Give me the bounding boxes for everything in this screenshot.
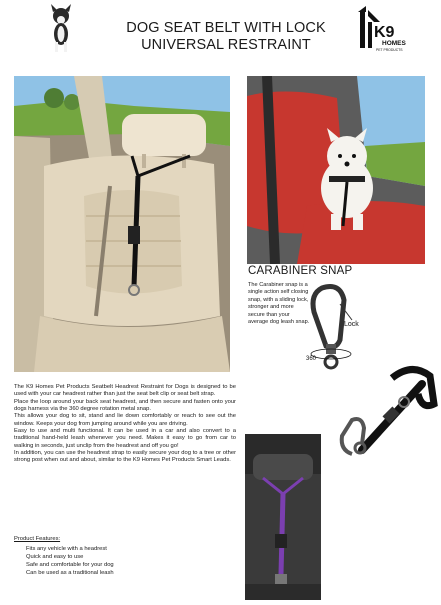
product-description <box>14 384 236 465</box>
k9-homes-logo <box>356 4 408 54</box>
carabiner-description: The Carabiner snap is a single action self closing snap, with a sliding lock, stronger and more secure than your average dog leash snap. <box>248 282 310 326</box>
title-line-2: UNIVERSAL RESTRAINT <box>141 37 311 53</box>
description-paragraph: This allows your dog to sit, stand and lie down comfortably or reach to see out the window. Keeps your dog from jumping around while you are driving. <box>14 413 236 427</box>
dog-in-car-photo <box>247 76 425 264</box>
feature-item: Can be used as a traditional leash <box>26 570 114 576</box>
features-heading: Product Features: <box>14 536 61 542</box>
description-paragraph: Easy to use and multi functional. It can be used in a car and also convert to a traditional hand-held leash whenever you need. Makes it easy to go from car to walking in seconds, just unclip from the headrest and off you go! <box>14 428 236 449</box>
rotate-label: 360 <box>306 356 317 362</box>
restraint-product-illustration <box>322 358 438 458</box>
page-title <box>110 20 342 54</box>
brand-homes: HOMES <box>382 40 406 47</box>
purple-strap-photo <box>245 434 321 600</box>
lock-label: Lock <box>344 321 359 328</box>
feature-item: Safe and comfortable for your dog <box>26 562 114 568</box>
brand-sub: PET PRODUCTS <box>376 48 403 52</box>
carabiner-heading: CARABINER SNAP <box>248 265 353 277</box>
description-paragraph: The K9 Homes Pet Products Seatbelt Headrest Restraint for Dogs is designed to be used with your car headrest rather than just the seat belt clip or seat belt strap. <box>14 384 236 398</box>
brand-k9: K9 <box>374 24 395 41</box>
description-paragraph: In addition, you can use the headrest strap to easily secure your dog to a tree or other strong post when out and about, similar to the K9 Homes Pet Products Smart Leads. <box>14 450 236 464</box>
features-list <box>26 545 114 577</box>
boston-terrier-logo <box>44 4 78 54</box>
description-paragraph: Place the loop around your back seat headrest, and then secure and fasten onto your dogs harness via the 360 degree rotation metal snap. <box>14 398 236 413</box>
feature-item: Fits any vehicle with a headrest <box>26 546 107 552</box>
title-line-1: DOG SEAT BELT WITH LOCK <box>126 20 326 36</box>
car-seat-photo <box>14 76 230 372</box>
feature-item: Quick and easy to use <box>26 554 84 560</box>
